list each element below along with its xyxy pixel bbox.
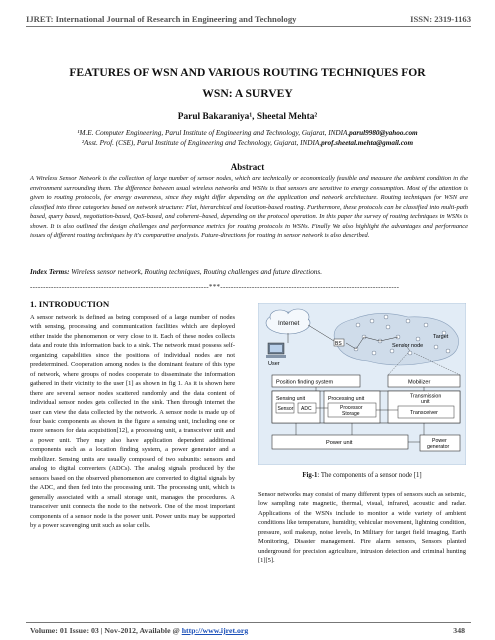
power-unit-label: Power unit <box>326 440 353 446</box>
bs-label: BS <box>335 341 342 347</box>
title-line-1: FEATURES OF WSN AND VARIOUS ROUTING TECHNIQUES FOR <box>69 66 426 79</box>
sensing-unit-label: Sensing unit <box>276 396 306 402</box>
storage-label: Storage <box>342 411 360 417</box>
affiliation-2-text: ²Asst. Prof. (CSE), Parul Institute of Engineering and Technology, Gujarat, INDIA, <box>81 139 322 148</box>
figure-caption-label: Fig-1 <box>302 472 318 479</box>
footer-volume-text: Volume: 01 Issue: 03 | Nov-2012, Available @ <box>30 626 182 635</box>
index-terms <box>30 268 468 276</box>
page-number: 348 <box>453 626 465 635</box>
author-1-email[interactable]: parul9980@yahoo.com <box>349 129 418 137</box>
authors: Parul Bakaraniya¹, Sheetal Mehta² <box>177 112 318 122</box>
position-finding-label: Position finding system <box>276 379 334 386</box>
footer-rule <box>26 622 471 623</box>
user-label: User <box>268 361 280 367</box>
title-line-2: WSN: A SURVEY <box>202 87 293 100</box>
section-divider: --------------------------------------------------------------------***-------------------------------------------------------------------- <box>30 283 400 291</box>
transmission-label-2: unit <box>421 399 430 405</box>
section-heading: 1. INTRODUCTION <box>30 299 110 309</box>
index-terms-label: Index Terms: <box>30 268 70 276</box>
running-footer <box>30 626 465 635</box>
journal-name: IJRET: International Journal of Research in Engineering and Technology <box>26 14 297 24</box>
sensor-node-figure <box>258 303 466 465</box>
paper-title <box>30 62 465 104</box>
affiliation-1 <box>30 128 465 138</box>
abstract-heading: Abstract <box>230 162 265 172</box>
transmission-label-1: Transmission <box>410 393 442 400</box>
processor-label: Processor <box>340 405 363 411</box>
header-rule <box>26 26 471 27</box>
running-header <box>26 14 471 24</box>
affiliation-1-text: ¹M.E. Computer Engineering, Parul Institute of Engineering and Technology, Gujarat, INDIA, <box>77 129 350 137</box>
affiliations <box>30 128 465 149</box>
issn: ISSN: 2319-1163 <box>410 14 471 24</box>
figure-caption <box>258 472 466 479</box>
intro-right-column: Sensor networks may consist of many different types of sensors such as seismic, low sampling rate magnetic, thermal, visual, infrared, acoustic and radar. Applications of the WSNs include to monitor a wide variety of ambient conditions like temperature, humidity, vehicular movement, lightning condition, pressure, soil makeup, noise levels, In Military for target field imaging, Earth Monitoring, Disaster management. Fire alarm sensors, Sensors planted underground for precision agriculture, intrusion detection and criminal hunting [1][5]. <box>258 491 466 565</box>
transceiver-label: Transceiver <box>410 410 438 416</box>
index-terms-text: Wireless sensor network, Routing techniques, Routing challenges and future directions. <box>69 268 322 276</box>
figure-caption-text: : The components of a sensor node [1] <box>317 472 422 479</box>
abstract-body: A Wireless Sensor Network is the collection of large number of sensor nodes, which are technically or economically feasible and measure the ambient condition in the environment surrounding them. The difference between usual wireless networks and WSNs is that sensors are sensitive to energy consumption. Most of the attention is given to routing protocols, for energy awareness, since they might differ depending on the application and network architecture. Routing techniques for WSN are classified into three categories based on network structure: Flat, hierarchical and location-based routing. Furthermore, these protocols can be classified into multi-path based, query based, negotiation-based, QoS-based, and coherent–based, depending on the protocol operation. In this paper the survey of routing techniques in WSNs is shown. It is also outlined the design challenges and performance metrics for routing protocols in WSNs. Finally We also highlight the advantages and performance issues of different routing techniques by it's comparative analysis. Future-directions for routing in sensor network is also described. <box>30 175 468 240</box>
adc-label: ADC <box>301 406 312 412</box>
mobilizer-label: Mobilizer <box>408 379 431 386</box>
user-computer-icon <box>266 343 286 358</box>
power-generator-label-1: Power <box>432 438 447 444</box>
footer-left <box>30 626 248 635</box>
affiliation-2 <box>30 138 465 148</box>
sensor-node-label: Sensor node <box>392 343 424 349</box>
intro-left-column: A sensor network is defined as being composed of a large number of nodes with sensing, processing and communication facilities which are deployed either inside the phenomenon or very close to it. Each of these nodes collects data and route this information back to a sink. The network must possess self-organizing capabilities since the positions of individual nodes are not predetermined. Cooperation among nodes is the dominant feature of this type of network, where groups of nodes cooperate to disseminate the information gathered in their vicinity to the user [1] as shown in fig 1. As it is shown here there are several sensor nodes scattered randomly and the data content of individual sensor nodes gets collected in the sink. Then through internet the user can view the data collected by the network. A sensor node is made up of four basic components as shown in the figure a sensing unit, including one or more sensors for data acquisition[12], a processing unit, a transceiver unit and a power unit. They may also have application dependent additional components such as a location finding system, a power generator and a mobilizer. Sensing units are usually composed of two subunits: sensors and analog to digital converters (ADCs). The analog signals produced by the sensors based on the observed phenomenon are converted to digital signals by the ADC, and then fed into the processing unit. The processing unit, which is generally associated with a small storage unit, manages the procedures. A transceiver unit connects the node to the network. One of the most important components of a sensor node is the power unit. Power units may be supported by a power scavenging unit such as solar cells. <box>30 314 235 529</box>
author-2-email[interactable]: prof.sheetal.mehta@gmail.com <box>321 139 414 148</box>
internet-label: Internet <box>278 320 300 327</box>
sensor-label: Sensor <box>277 406 294 412</box>
journal-link[interactable]: http://www.ijret.org <box>181 626 249 635</box>
processing-unit-label: Processing unit <box>328 396 365 402</box>
target-label: Target <box>433 334 449 340</box>
power-generator-label-2: generator <box>427 444 450 450</box>
